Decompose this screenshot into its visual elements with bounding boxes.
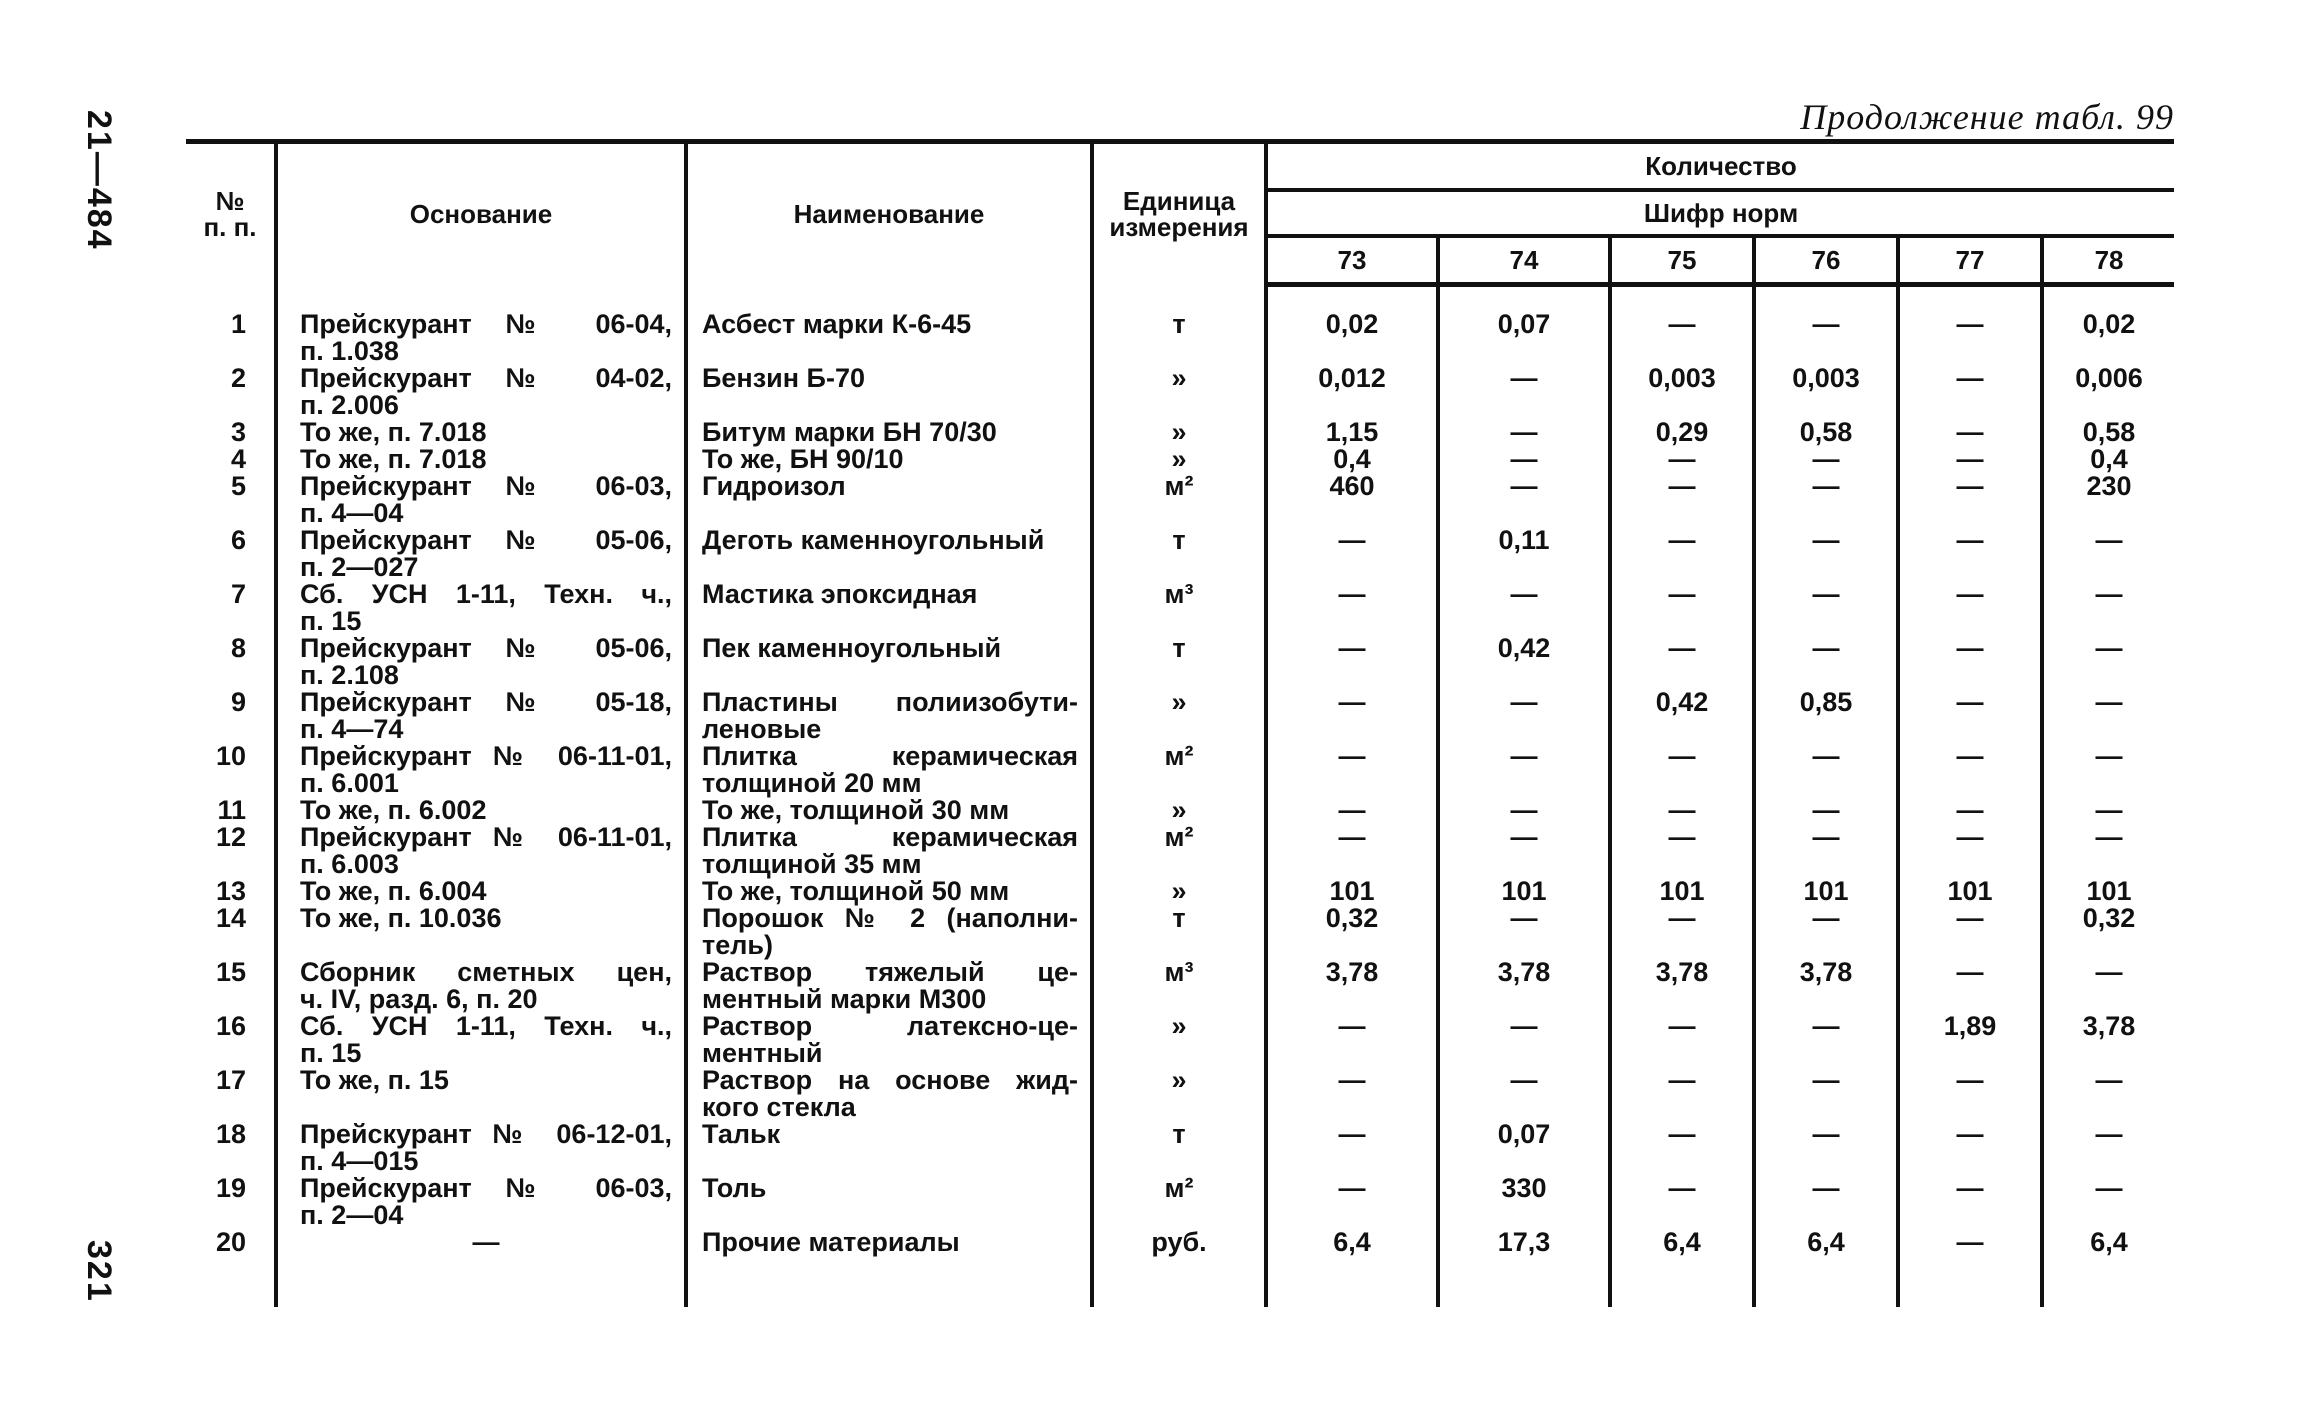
header-name: Наименование [686, 142, 1092, 285]
row-value-78: — [2042, 824, 2174, 878]
row-value-73: — [1266, 824, 1438, 878]
row-value-74: 330 [1438, 1175, 1610, 1229]
row-basis [276, 1229, 686, 1283]
row-value-75: — [1610, 743, 1754, 797]
table-row [186, 905, 2174, 959]
row-value-74: — [1438, 689, 1610, 743]
row-value-76: — [1754, 1013, 1898, 1067]
row-value-74: 0,07 [1438, 311, 1610, 365]
header-code-78: 78 [2042, 236, 2174, 285]
row-value-74: — [1438, 824, 1610, 878]
row-value-76: 0,003 [1754, 365, 1898, 419]
row-value-77: — [1898, 473, 2042, 527]
row-unit: » [1092, 1013, 1266, 1067]
table-row [186, 797, 2174, 824]
name-line-1: Асбест марки К-6-45 [702, 309, 972, 339]
row-value-75: — [1610, 797, 1754, 824]
row-value-73: — [1266, 1013, 1438, 1067]
table-row [186, 878, 2174, 905]
row-value-75: — [1610, 311, 1754, 365]
basis-line-1: Сб. УСН 1-11, Техн. ч., [300, 1011, 672, 1041]
row-value-75: 0,42 [1610, 689, 1754, 743]
basis-line-1: То же, п. 6.002 [300, 795, 487, 825]
header-num: № п. п. [186, 142, 276, 285]
row-number: 5 [230, 471, 246, 501]
table-row [186, 1121, 2174, 1175]
row-name [686, 905, 1092, 959]
name-line-1: Гидроизол [702, 471, 846, 501]
row-value-77: — [1898, 1229, 2042, 1283]
row-name [686, 1229, 1092, 1283]
row-value-77: — [1898, 797, 2042, 824]
row-value-76: — [1754, 311, 1898, 365]
name-line-1: То же, БН 90/10 [702, 444, 904, 474]
name-line-1: Тальк [702, 1119, 781, 1149]
table-row [186, 689, 2174, 743]
name-line-2: ментный [702, 1038, 823, 1068]
row-value-78: — [2042, 743, 2174, 797]
margin-page-code: 21—484 [80, 110, 118, 251]
row-value-75: 0,003 [1610, 365, 1754, 419]
name-line-2: толщиной 20 мм [702, 768, 922, 798]
row-value-75: — [1610, 824, 1754, 878]
basis-line-1: Прейскурант № 05-06, [300, 525, 672, 555]
row-value-74: 0,07 [1438, 1121, 1610, 1175]
row-unit: м² [1092, 743, 1266, 797]
row-name [686, 797, 1092, 824]
row-value-77: 1,89 [1898, 1013, 2042, 1067]
row-unit: т [1092, 527, 1266, 581]
row-basis [276, 635, 686, 689]
header-code-73: 73 [1266, 236, 1438, 285]
table-row [186, 581, 2174, 635]
row-value-76: — [1754, 905, 1898, 959]
row-value-76: — [1754, 1121, 1898, 1175]
row-value-77: — [1898, 446, 2042, 473]
row-basis [276, 1013, 686, 1067]
table-row [186, 473, 2174, 527]
basis-line-2: п. 15 [300, 1038, 362, 1068]
basis-line-1: То же, п. 6.004 [300, 876, 487, 906]
row-basis [276, 527, 686, 581]
row-value-77: — [1898, 635, 2042, 689]
row-value-78: — [2042, 959, 2174, 1013]
row-name [686, 1013, 1092, 1067]
row-unit: » [1092, 1067, 1266, 1121]
row-value-76: — [1754, 635, 1898, 689]
row-basis [276, 311, 686, 365]
basis-line-1: Сборник сметных цен, [300, 957, 672, 987]
row-value-75: — [1610, 527, 1754, 581]
row-unit: » [1092, 419, 1266, 446]
name-line-1: Пластины полиизобути- [702, 687, 1078, 717]
row-value-74: — [1438, 581, 1610, 635]
row-name [686, 473, 1092, 527]
row-value-73: — [1266, 689, 1438, 743]
row-unit: т [1092, 905, 1266, 959]
row-unit: м³ [1092, 581, 1266, 635]
row-value-74: 3,78 [1438, 959, 1610, 1013]
row-value-78: — [2042, 797, 2174, 824]
name-line-2: леновые [702, 714, 822, 744]
row-value-77: — [1898, 581, 2042, 635]
row-value-75: — [1610, 1067, 1754, 1121]
row-basis [276, 419, 686, 446]
row-value-73: 0,012 [1266, 365, 1438, 419]
row-value-78: 6,4 [2042, 1229, 2174, 1283]
basis-line-1: Прейскурант № 05-06, [300, 633, 672, 663]
row-basis [276, 743, 686, 797]
row-value-75: — [1610, 1121, 1754, 1175]
row-value-77: — [1898, 1067, 2042, 1121]
row-value-73: — [1266, 797, 1438, 824]
row-value-74: — [1438, 473, 1610, 527]
basis-line-1: Прейскурант № 06-11-01, [300, 822, 672, 852]
row-number: 10 [215, 741, 246, 771]
row-value-73: — [1266, 743, 1438, 797]
name-line-2: кого стекла [702, 1092, 856, 1122]
row-unit: » [1092, 878, 1266, 905]
row-value-73: — [1266, 581, 1438, 635]
row-number: 15 [215, 957, 246, 987]
row-value-78: 101 [2042, 878, 2174, 905]
basis-line-2: п. 15 [300, 606, 362, 636]
margin-page-number: 321 [80, 1240, 118, 1303]
header-basis: Основание [276, 142, 686, 285]
name-line-1: Пек каменноугольный [702, 633, 1002, 663]
row-value-74: — [1438, 797, 1610, 824]
basis-line-2: п. 2.006 [300, 390, 399, 420]
row-basis [276, 878, 686, 905]
row-value-78: 0,58 [2042, 419, 2174, 446]
row-value-75: 101 [1610, 878, 1754, 905]
row-number: 6 [230, 525, 246, 555]
table-row [186, 1067, 2174, 1121]
basis-line-2: п. 2—027 [300, 552, 419, 582]
row-value-73: — [1266, 1121, 1438, 1175]
row-value-73: 6,4 [1266, 1229, 1438, 1283]
row-unit: т [1092, 635, 1266, 689]
table-row [186, 1229, 2174, 1283]
row-number: 1 [230, 309, 246, 339]
row-value-76: — [1754, 824, 1898, 878]
row-value-75: — [1610, 905, 1754, 959]
header-shifr: Шифр норм [1266, 190, 2174, 236]
basis-line-1: Сб. УСН 1-11, Техн. ч., [300, 579, 672, 609]
row-basis [276, 365, 686, 419]
row-value-76: — [1754, 1067, 1898, 1121]
basis-line-1: Прейскурант № 05-18, [300, 687, 672, 717]
name-line-1: Прочие материалы [702, 1227, 960, 1257]
row-value-78: 230 [2042, 473, 2174, 527]
basis-line-2: п. 1.038 [300, 336, 399, 366]
basis-line-1: Прейскурант № 06-11-01, [300, 741, 672, 771]
row-value-75: — [1610, 446, 1754, 473]
row-value-77: — [1898, 905, 2042, 959]
basis-line-1: Прейскурант № 06-04, [300, 309, 672, 339]
table-row [186, 446, 2174, 473]
row-value-76: 0,58 [1754, 419, 1898, 446]
row-value-76: 0,85 [1754, 689, 1898, 743]
basis-line-2: п. 2—04 [300, 1200, 404, 1230]
row-value-74: — [1438, 1013, 1610, 1067]
basis-line-2: п. 6.003 [300, 849, 399, 879]
row-value-78: 0,006 [2042, 365, 2174, 419]
table-row [186, 959, 2174, 1013]
basis-line-1: Прейскурант № 06-03, [300, 1173, 672, 1203]
row-number: 12 [215, 822, 246, 852]
row-basis [276, 959, 686, 1013]
row-value-76: 6,4 [1754, 1229, 1898, 1283]
table-row [186, 743, 2174, 797]
row-name [686, 1175, 1092, 1229]
row-basis [276, 689, 686, 743]
row-number: 17 [215, 1065, 246, 1095]
row-unit: » [1092, 365, 1266, 419]
row-value-73: — [1266, 1175, 1438, 1229]
row-basis [276, 446, 686, 473]
name-line-2: ментный марки М300 [702, 984, 987, 1014]
header-code-75: 75 [1610, 236, 1754, 285]
row-name [686, 581, 1092, 635]
basis-line-2: п. 6.001 [300, 768, 399, 798]
row-value-77: — [1898, 689, 2042, 743]
basis-line-1: То же, п. 7.018 [300, 444, 487, 474]
row-value-75: — [1610, 1175, 1754, 1229]
row-basis [276, 1121, 686, 1175]
row-value-75: — [1610, 473, 1754, 527]
name-line-1: Деготь каменноугольный [702, 525, 1045, 555]
row-value-74: 101 [1438, 878, 1610, 905]
row-name [686, 365, 1092, 419]
row-basis [276, 905, 686, 959]
row-value-73: — [1266, 1067, 1438, 1121]
name-line-1: Толь [702, 1173, 767, 1203]
row-number: 14 [215, 903, 246, 933]
row-value-74: 0,11 [1438, 527, 1610, 581]
basis-line-2: п. 4—74 [300, 714, 404, 744]
row-number: 2 [230, 363, 246, 393]
header-quantity: Количество [1266, 142, 2174, 191]
row-value-77: 101 [1898, 878, 2042, 905]
name-line-1: Бензин Б-70 [702, 363, 865, 393]
name-line-1: То же, толщиной 50 мм [702, 876, 1010, 906]
row-value-77: — [1898, 311, 2042, 365]
row-value-74: 0,42 [1438, 635, 1610, 689]
table-row [186, 824, 2174, 878]
header-code-74: 74 [1438, 236, 1610, 285]
name-line-1: Битум марки БН 70/30 [702, 417, 997, 447]
row-basis [276, 824, 686, 878]
row-basis [276, 1067, 686, 1121]
row-name [686, 959, 1092, 1013]
basis-line-1: Прейскурант № 06-12-01, [300, 1119, 672, 1149]
row-value-75: — [1610, 1013, 1754, 1067]
row-number: 7 [230, 579, 246, 609]
name-line-1: Раствор тяжелый це- [702, 957, 1078, 987]
row-name [686, 446, 1092, 473]
row-name [686, 1121, 1092, 1175]
row-value-78: 0,4 [2042, 446, 2174, 473]
row-value-75: — [1610, 581, 1754, 635]
row-unit: » [1092, 446, 1266, 473]
row-value-74: 17,3 [1438, 1229, 1610, 1283]
row-unit: м² [1092, 473, 1266, 527]
row-value-78: — [2042, 1121, 2174, 1175]
basis-line-2: п. 2.108 [300, 660, 399, 690]
basis-line-2: п. 4—015 [300, 1146, 419, 1176]
row-basis [276, 473, 686, 527]
row-value-77: — [1898, 419, 2042, 446]
row-unit: м² [1092, 824, 1266, 878]
row-unit: т [1092, 1121, 1266, 1175]
row-unit: т [1092, 311, 1266, 365]
row-value-78: — [2042, 1067, 2174, 1121]
name-line-2: тель) [702, 930, 773, 960]
basis-line-1: То же, п. 15 [300, 1065, 449, 1095]
row-name [686, 311, 1092, 365]
row-name [686, 635, 1092, 689]
row-value-78: — [2042, 1175, 2174, 1229]
table-row [186, 365, 2174, 419]
row-value-76: 3,78 [1754, 959, 1898, 1013]
row-number: 11 [217, 795, 246, 825]
row-unit: руб. [1092, 1229, 1266, 1283]
row-number: 19 [215, 1173, 246, 1203]
row-value-73: — [1266, 527, 1438, 581]
row-name [686, 1067, 1092, 1121]
name-line-1: Раствор на основе жид- [702, 1065, 1078, 1095]
name-line-1: Плитка керамическая [702, 822, 1078, 852]
row-value-73: — [1266, 635, 1438, 689]
name-line-1: То же, толщиной 30 мм [702, 795, 1010, 825]
row-value-77: — [1898, 365, 2042, 419]
row-value-74: — [1438, 1067, 1610, 1121]
basis-line-1: Прейскурант № 06-03, [300, 471, 672, 501]
row-value-73: 1,15 [1266, 419, 1438, 446]
row-value-75: 3,78 [1610, 959, 1754, 1013]
row-value-75: — [1610, 635, 1754, 689]
row-name [686, 419, 1092, 446]
row-number: 16 [215, 1011, 246, 1041]
row-value-76: — [1754, 1175, 1898, 1229]
row-name [686, 689, 1092, 743]
row-name [686, 824, 1092, 878]
table-row [186, 1175, 2174, 1229]
row-basis [276, 581, 686, 635]
name-line-2: толщиной 35 мм [702, 849, 922, 879]
row-unit: м³ [1092, 959, 1266, 1013]
header-code-77: 77 [1898, 236, 2042, 285]
row-value-77: — [1898, 824, 2042, 878]
row-value-76: 101 [1754, 878, 1898, 905]
basis-line-2: ч. IV, разд. 6, п. 20 [300, 984, 538, 1014]
name-line-1: Плитка керамическая [702, 741, 1078, 771]
row-value-78: — [2042, 581, 2174, 635]
row-value-74: — [1438, 743, 1610, 797]
table-row [186, 311, 2174, 365]
row-value-77: — [1898, 527, 2042, 581]
row-name [686, 743, 1092, 797]
row-number: 18 [215, 1119, 246, 1149]
row-value-78: — [2042, 635, 2174, 689]
table-row [186, 1013, 2174, 1067]
table-row [186, 635, 2174, 689]
row-number: 8 [230, 633, 246, 663]
row-value-73: 0,32 [1266, 905, 1438, 959]
row-value-77: — [1898, 743, 2042, 797]
row-number: 20 [215, 1227, 246, 1257]
materials-table [186, 139, 2174, 1307]
name-line-1: Порошок № 2 (наполни- [702, 903, 1078, 933]
row-value-77: — [1898, 1175, 2042, 1229]
row-number: 13 [215, 876, 246, 906]
row-unit: » [1092, 689, 1266, 743]
row-value-73: 101 [1266, 878, 1438, 905]
row-value-73: 3,78 [1266, 959, 1438, 1013]
header-code-76: 76 [1754, 236, 1898, 285]
row-value-78: — [2042, 689, 2174, 743]
basis-line-1: Прейскурант № 04-02, [300, 363, 672, 393]
row-name [686, 878, 1092, 905]
row-name [686, 527, 1092, 581]
basis-line-1: — [472, 1227, 500, 1257]
table-row [186, 527, 2174, 581]
row-value-76: — [1754, 743, 1898, 797]
row-value-76: — [1754, 581, 1898, 635]
row-value-77: — [1898, 1121, 2042, 1175]
row-value-74: — [1438, 905, 1610, 959]
row-basis [276, 1175, 686, 1229]
row-value-74: — [1438, 446, 1610, 473]
row-basis [276, 797, 686, 824]
row-value-74: — [1438, 419, 1610, 446]
row-value-76: — [1754, 473, 1898, 527]
row-value-78: 0,02 [2042, 311, 2174, 365]
table-caption: Продолжение табл. 99 [1800, 97, 2174, 137]
row-number: 3 [230, 417, 246, 447]
basis-line-2: п. 4—04 [300, 498, 404, 528]
row-value-73: 0,02 [1266, 311, 1438, 365]
header-unit: Единица измерения [1092, 142, 1266, 285]
row-value-76: — [1754, 527, 1898, 581]
row-unit: » [1092, 797, 1266, 824]
row-value-73: 0,4 [1266, 446, 1438, 473]
row-value-76: — [1754, 446, 1898, 473]
table-row [186, 419, 2174, 446]
basis-line-1: То же, п. 10.036 [300, 903, 502, 933]
name-line-1: Раствор латексно-це- [702, 1011, 1078, 1041]
row-value-73: 460 [1266, 473, 1438, 527]
row-number: 9 [230, 687, 246, 717]
row-value-76: — [1754, 797, 1898, 824]
name-line-1: Мастика эпоксидная [702, 579, 978, 609]
row-unit: м² [1092, 1175, 1266, 1229]
row-value-77: — [1898, 959, 2042, 1013]
row-value-78: 0,32 [2042, 905, 2174, 959]
row-value-74: — [1438, 365, 1610, 419]
row-number: 4 [230, 444, 246, 474]
row-value-75: 6,4 [1610, 1229, 1754, 1283]
row-value-75: 0,29 [1610, 419, 1754, 446]
basis-line-1: То же, п. 7.018 [300, 417, 487, 447]
row-value-78: — [2042, 527, 2174, 581]
row-value-78: 3,78 [2042, 1013, 2174, 1067]
